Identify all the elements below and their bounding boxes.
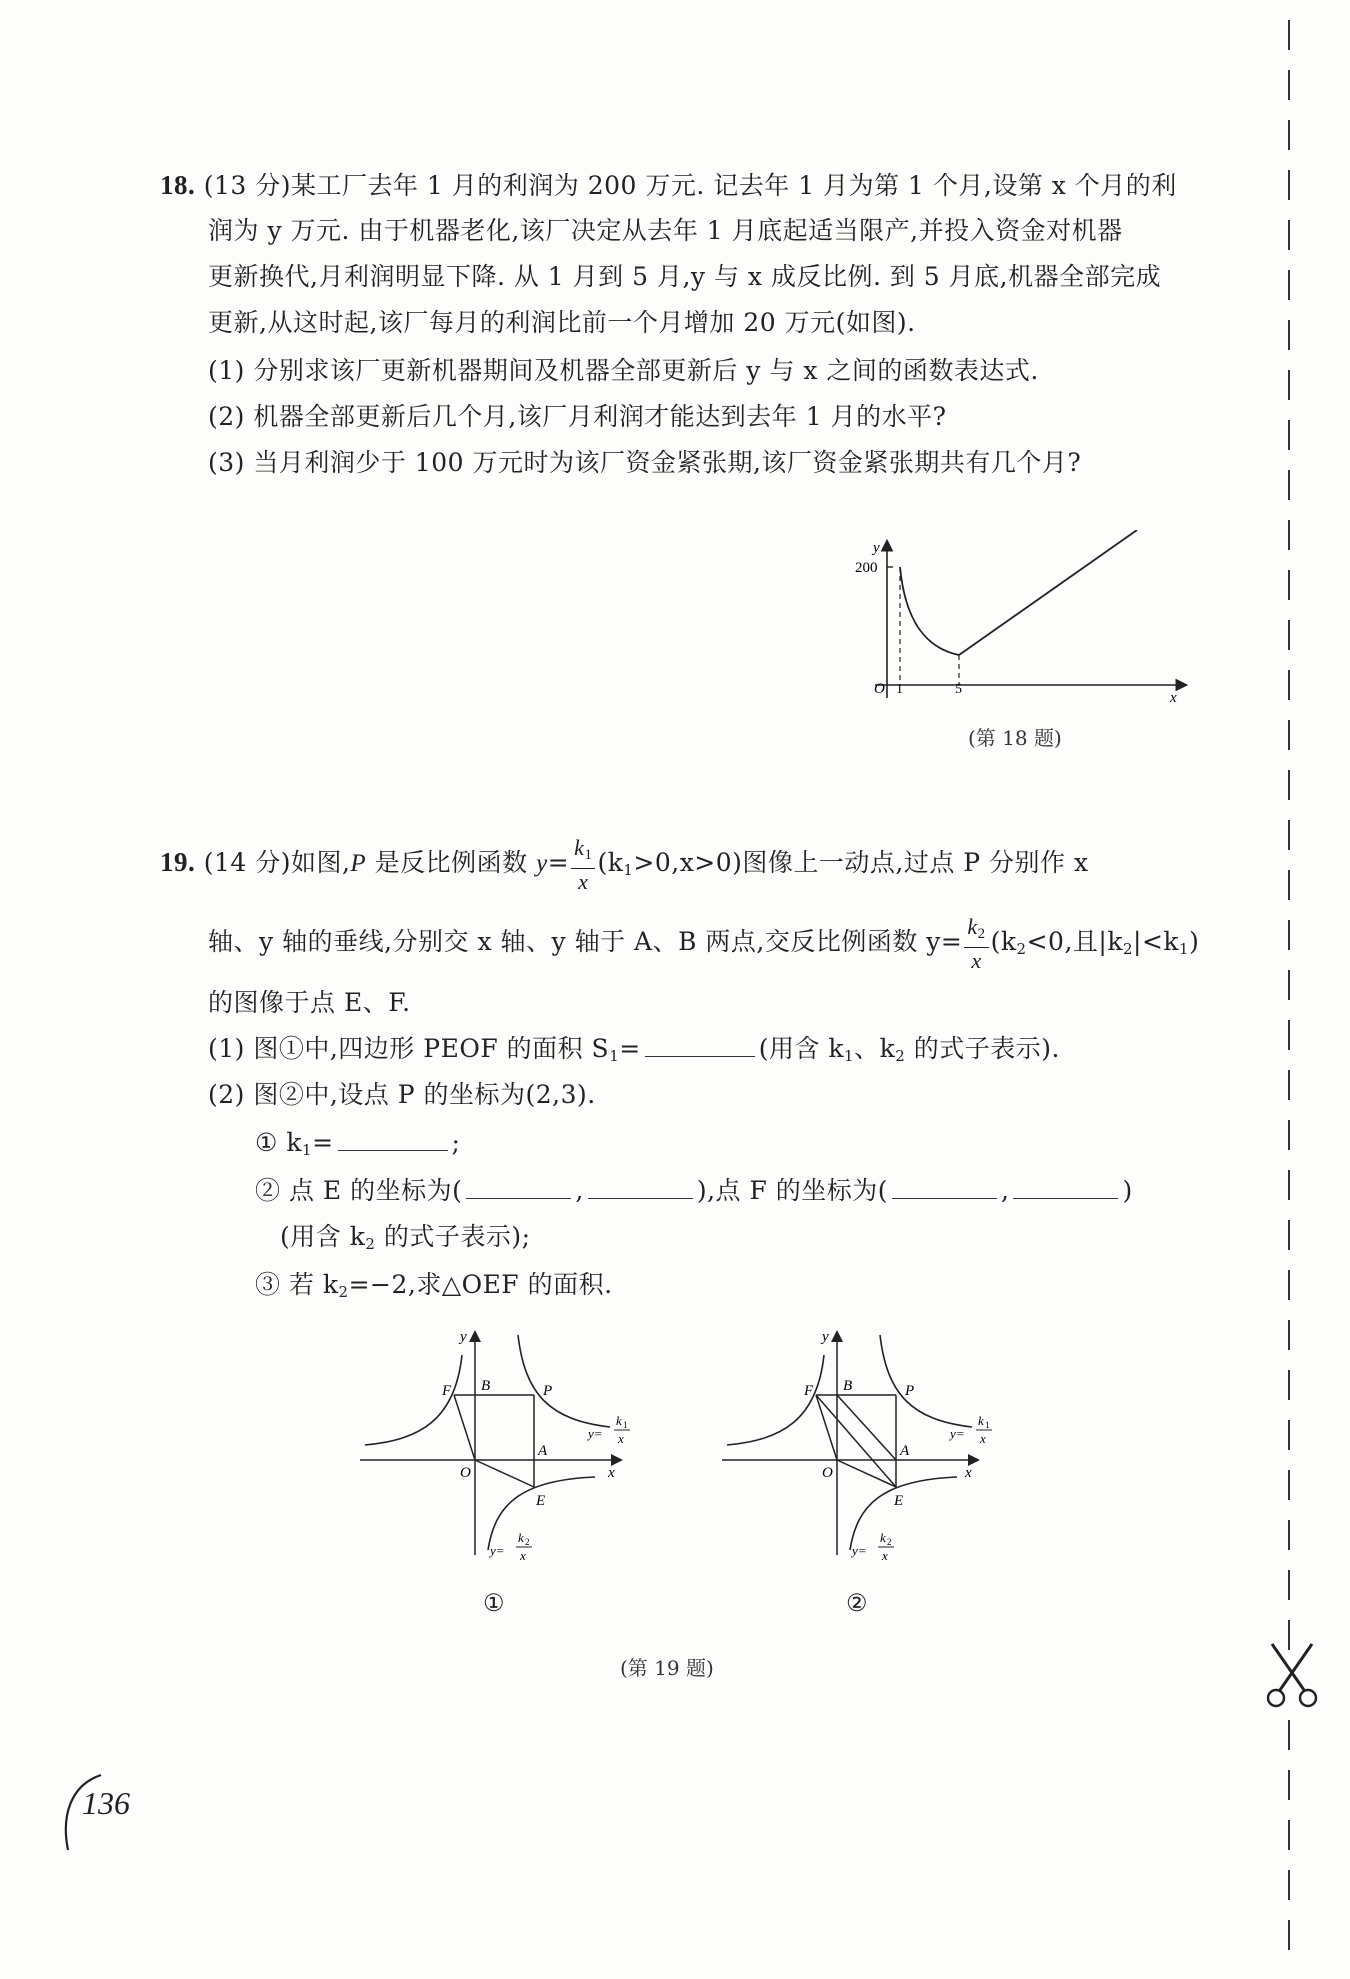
curve-label-k: k bbox=[880, 1530, 886, 1545]
cut-dash bbox=[1288, 1020, 1290, 1050]
sub: 2 bbox=[1016, 940, 1027, 958]
tick-label-200: 200 bbox=[855, 560, 878, 576]
point-P-label: P bbox=[543, 1383, 553, 1399]
cut-dash bbox=[1288, 370, 1290, 400]
segment-BA bbox=[837, 1395, 896, 1460]
q19-text: 、k bbox=[854, 1034, 896, 1063]
answer-blank[interactable] bbox=[1013, 1170, 1118, 1199]
cut-dash bbox=[1288, 1920, 1290, 1950]
comma: , bbox=[575, 1176, 584, 1205]
x-axis-label: x bbox=[608, 1465, 615, 1481]
curve-label-x: x bbox=[618, 1431, 624, 1446]
q19-text: (k bbox=[597, 848, 624, 877]
curve-k2-right bbox=[850, 1477, 957, 1550]
sub: 2 bbox=[895, 1047, 906, 1065]
cut-dash bbox=[1288, 70, 1290, 100]
fraction-k1-x bbox=[571, 835, 595, 895]
curve-label-x: x bbox=[980, 1431, 986, 1446]
sub: 2 bbox=[365, 1235, 376, 1253]
q19-text: >0,x>0)图像上一动点,过点 P 分别作 x bbox=[633, 848, 1089, 877]
q19-caption: (第 19 题) bbox=[620, 1656, 714, 1680]
q19-text: ; bbox=[451, 1128, 461, 1157]
tick-label-1: 1 bbox=[896, 682, 903, 697]
segment-OE bbox=[837, 1460, 896, 1487]
curve-label-k: k bbox=[616, 1413, 622, 1428]
q19-text: <0,且|k bbox=[1026, 927, 1123, 956]
cut-dash bbox=[1288, 1570, 1290, 1600]
cut-dash bbox=[1288, 1220, 1290, 1250]
curve-label-y: y= bbox=[588, 1426, 603, 1441]
cut-dash bbox=[1288, 1870, 1290, 1900]
cut-dash bbox=[1288, 20, 1290, 50]
y-axis-label: y bbox=[822, 1329, 829, 1345]
q18-figure bbox=[840, 530, 1200, 710]
cut-dash bbox=[1288, 1470, 1290, 1500]
q19-text: (用含 k bbox=[758, 1034, 845, 1063]
curve-label-y: y= bbox=[852, 1543, 867, 1558]
q19-text: (14 分)如图, bbox=[203, 848, 351, 877]
q18-line-4: 更新,从这时起,该厂每月的利润比前一个月增加 20 万元(如图). bbox=[208, 308, 916, 337]
answer-blank[interactable] bbox=[338, 1122, 448, 1151]
k: k bbox=[967, 913, 978, 939]
q19-part-2: (2) 图②中,设点 P 的坐标为(2,3). bbox=[208, 1080, 596, 1109]
sub: 1 bbox=[609, 1047, 620, 1065]
point-p: P bbox=[350, 850, 367, 877]
q19-text: =−2,求△OEF 的面积. bbox=[348, 1270, 613, 1299]
curve-label-k: k bbox=[518, 1530, 524, 1545]
tick-label-5: 5 bbox=[955, 682, 962, 697]
y-axis-label: y bbox=[873, 540, 880, 556]
q19-text: ),点 F 的坐标为( bbox=[696, 1176, 889, 1205]
cut-dash bbox=[1288, 970, 1290, 1000]
cut-dash bbox=[1288, 570, 1290, 600]
curve-k2-left bbox=[727, 1355, 824, 1445]
cut-dash bbox=[1288, 1120, 1290, 1150]
q19-subpart-2: ② 点 E 的坐标为( bbox=[255, 1176, 463, 1205]
answer-blank[interactable] bbox=[645, 1028, 755, 1057]
curve-label-y: y= bbox=[490, 1543, 505, 1558]
q19-text: ) bbox=[1189, 927, 1200, 956]
q18-caption: (第 18 题) bbox=[968, 726, 1062, 750]
origin-label: O bbox=[822, 1465, 833, 1481]
curve-k2-left bbox=[365, 1355, 462, 1445]
q19-subpart-3: ③ 若 k bbox=[255, 1270, 339, 1299]
segment-OF bbox=[816, 1395, 837, 1460]
point-P-label: P bbox=[905, 1383, 915, 1399]
cut-dash bbox=[1288, 1720, 1290, 1750]
curve-label-x: x bbox=[520, 1548, 526, 1563]
figure-1-label: ① bbox=[483, 1589, 506, 1617]
curve-label-sub: 1 bbox=[985, 1420, 990, 1430]
line-rise bbox=[959, 530, 1137, 655]
point-A-label: A bbox=[538, 1443, 548, 1459]
x-axis-label: x bbox=[1170, 690, 1177, 706]
cut-dash bbox=[1288, 1770, 1290, 1800]
origin-label: O bbox=[874, 681, 885, 697]
q19-text: 轴、y 轴的垂线,分别交 x 轴、y 轴于 A、B 两点,交反比例函数 y= bbox=[208, 927, 963, 956]
q19-part-1: (1) 图①中,四边形 PEOF 的面积 S bbox=[208, 1034, 610, 1063]
cut-dash bbox=[1288, 270, 1290, 300]
var-y: y bbox=[536, 850, 548, 877]
segment-OE bbox=[475, 1460, 534, 1487]
curve-label-sub: 2 bbox=[887, 1537, 892, 1547]
curve-decline bbox=[900, 567, 959, 655]
cut-dash bbox=[1288, 120, 1290, 150]
answer-blank[interactable] bbox=[892, 1170, 997, 1199]
cut-dash bbox=[1288, 1170, 1290, 1200]
cut-dash bbox=[1288, 220, 1290, 250]
q18-part-1: (1) 分别求该厂更新机器期间及机器全部更新后 y 与 x 之间的函数表达式. bbox=[208, 356, 1039, 385]
q18-line-2: 润为 y 万元. 由于机器老化,该厂决定从去年 1 月底起适当限产,并投入资金对机器 bbox=[208, 216, 1123, 245]
q19-line-3: 的图像于点 E、F. bbox=[208, 988, 411, 1017]
figure-2-label: ② bbox=[846, 1589, 869, 1617]
cut-dash bbox=[1288, 470, 1290, 500]
cut-dash bbox=[1288, 720, 1290, 750]
q19-text: ) bbox=[1122, 1176, 1133, 1205]
curve-label-x: x bbox=[882, 1548, 888, 1563]
k: k bbox=[574, 834, 585, 860]
cut-dash bbox=[1288, 620, 1290, 650]
curve-k1 bbox=[880, 1335, 972, 1427]
sub: 1 bbox=[584, 846, 593, 863]
sub: 2 bbox=[1122, 940, 1134, 958]
den-x: x bbox=[971, 947, 982, 973]
point-B-label: B bbox=[481, 1378, 491, 1394]
sub: 1 bbox=[302, 1141, 313, 1159]
q19-text: 的式子表示); bbox=[375, 1222, 531, 1251]
sub: 1 bbox=[623, 861, 634, 879]
point-A-label: A bbox=[900, 1443, 910, 1459]
answer-blank[interactable] bbox=[588, 1170, 693, 1199]
cut-dash bbox=[1288, 770, 1290, 800]
q19-text: (k bbox=[990, 927, 1017, 956]
cut-dash bbox=[1288, 820, 1290, 850]
question-number: 19. bbox=[160, 847, 196, 877]
q19-figure-1 bbox=[360, 1325, 640, 1565]
den-x: x bbox=[578, 868, 589, 894]
curve-label-y: y= bbox=[950, 1426, 965, 1441]
point-F-label: F bbox=[442, 1383, 452, 1399]
curve-label-k: k bbox=[978, 1413, 984, 1428]
equals: = bbox=[547, 848, 570, 877]
cut-dash bbox=[1288, 1070, 1290, 1100]
curve-k2-right bbox=[488, 1477, 595, 1550]
point-E-label: E bbox=[536, 1493, 546, 1509]
y-axis-label: y bbox=[460, 1329, 467, 1345]
cut-dash bbox=[1288, 170, 1290, 200]
cut-dash bbox=[1288, 1370, 1290, 1400]
cut-dash bbox=[1288, 320, 1290, 350]
q19-text: |<k bbox=[1133, 927, 1180, 956]
q18-line-1: (13 分)某工厂去年 1 月的利润为 200 万元. 记去年 1 月为第 1 个月,设第 x 个月的利 bbox=[203, 171, 1177, 200]
comma: , bbox=[1001, 1176, 1010, 1205]
answer-blank[interactable] bbox=[466, 1170, 571, 1199]
sub: 1 bbox=[1179, 940, 1190, 958]
q19-figure-2 bbox=[722, 1325, 1002, 1565]
q19-text: 的式子表示). bbox=[905, 1034, 1060, 1063]
curve-k1 bbox=[518, 1335, 610, 1427]
point-F-label: F bbox=[804, 1383, 814, 1399]
sub: 2 bbox=[977, 925, 986, 942]
cut-dash bbox=[1288, 1520, 1290, 1550]
cut-dash bbox=[1288, 1270, 1290, 1300]
cut-dash bbox=[1288, 1820, 1290, 1850]
q18-part-2: (2) 机器全部更新后几个月,该厂月利润才能达到去年 1 月的水平? bbox=[208, 402, 947, 431]
cut-dash bbox=[1288, 520, 1290, 550]
q18-line-3: 更新换代,月利润明显下降. 从 1 月到 5 月,y 与 x 成反比例. 到 5 月底,机器全部完成 bbox=[208, 262, 1162, 291]
sub: 1 bbox=[844, 1047, 855, 1065]
page-number: 136 bbox=[82, 1785, 130, 1821]
q19-text: (用含 k bbox=[280, 1222, 366, 1251]
q18-part-3: (3) 当月利润少于 100 万元时为该厂资金紧张期,该厂资金紧张期共有几个月? bbox=[208, 448, 1082, 477]
cut-dash bbox=[1288, 1320, 1290, 1350]
equals: = bbox=[619, 1034, 641, 1063]
fraction-k2-x bbox=[964, 914, 988, 974]
cut-dash bbox=[1288, 870, 1290, 900]
cut-dash bbox=[1288, 420, 1290, 450]
question-number: 18. bbox=[160, 170, 196, 200]
x-axis-label: x bbox=[965, 1465, 972, 1481]
scissors-icon bbox=[1262, 1640, 1322, 1710]
cut-dash bbox=[1288, 920, 1290, 950]
point-B-label: B bbox=[843, 1378, 853, 1394]
origin-label: O bbox=[460, 1465, 471, 1481]
q19-subpart-1: ① k bbox=[255, 1128, 303, 1157]
sub: 2 bbox=[338, 1283, 349, 1301]
equals: = bbox=[312, 1128, 334, 1157]
segment-OF bbox=[454, 1395, 475, 1460]
curve-label-sub: 1 bbox=[623, 1420, 628, 1430]
cut-dash bbox=[1288, 1420, 1290, 1450]
curve-label-sub: 2 bbox=[525, 1537, 530, 1547]
q19-text: 是反比例函数 bbox=[366, 848, 537, 877]
point-E-label: E bbox=[894, 1493, 904, 1509]
cut-dash bbox=[1288, 670, 1290, 700]
